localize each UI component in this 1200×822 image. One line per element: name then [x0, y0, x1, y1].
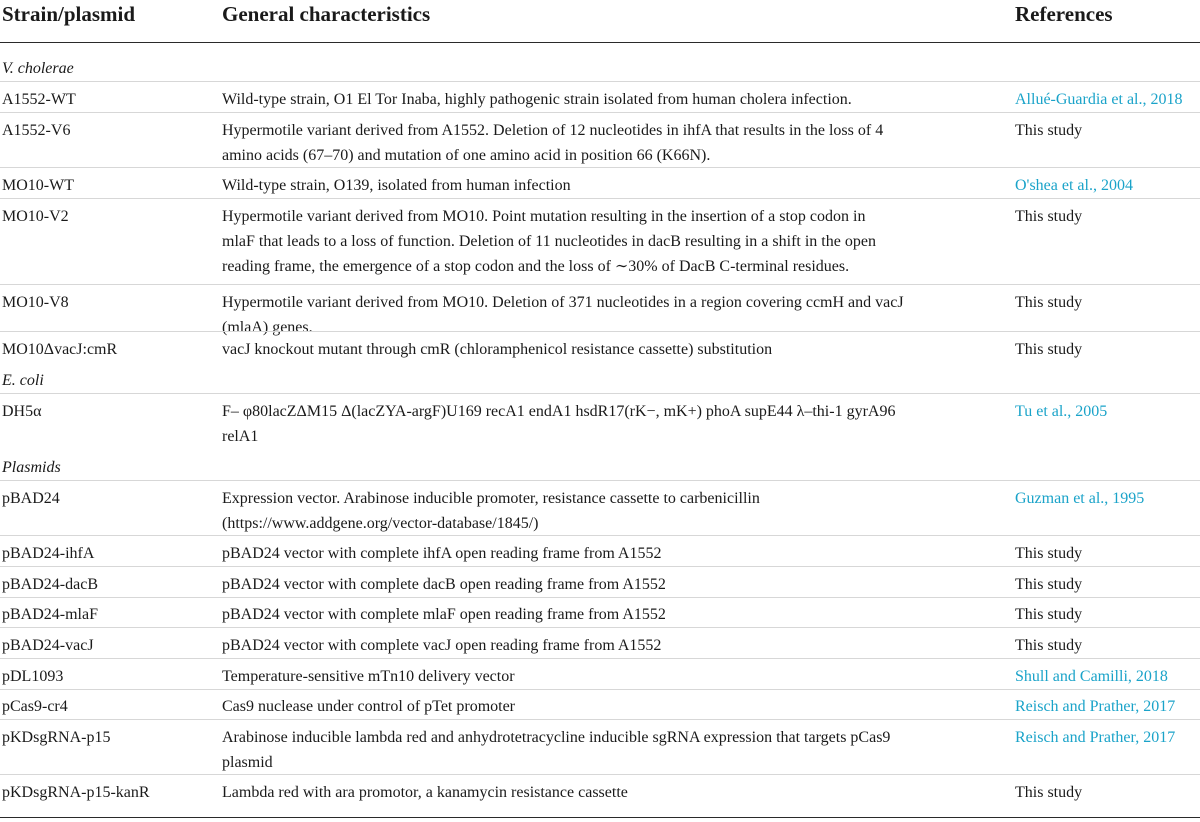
row-separator [0, 112, 1200, 113]
table-bottom-rule [0, 817, 1200, 818]
reference-cell: This study [1015, 576, 1083, 593]
strain-cell: pKDsgRNA-p15-kanR [2, 784, 150, 801]
strain-cell: pDL1093 [2, 668, 64, 685]
characteristics-line: reading frame, the emergence of a stop codon and the loss of ∼30% of DacB C-terminal residues. [222, 258, 850, 275]
row-separator [0, 535, 1200, 536]
characteristics-line: Hypermotile variant derived from A1552. Deletion of 12 nucleotides in ihfA that results in the loss of 4 [222, 122, 884, 139]
characteristics-line: (https://www.addgene.org/vector-database/1845/) [222, 515, 539, 532]
header-strain: Strain/plasmid [2, 2, 136, 26]
characteristics-line: mlaF that leads to a loss of function. Deletion of 11 nucleotides in dacB resulting in a shift in the open [222, 233, 876, 250]
strain-cell: A1552-V6 [2, 122, 71, 139]
strain-cell: MO10-V8 [2, 294, 69, 311]
strain-cell: MO10ΔvacJ:cmR [2, 341, 118, 358]
reference-cell: This study [1015, 208, 1083, 225]
characteristics-line: relA1 [222, 428, 259, 445]
row-separator [0, 689, 1200, 690]
row-separator [0, 597, 1200, 598]
reference-cell: This study [1015, 784, 1083, 801]
reference-link[interactable]: Shull and Camilli, 2018 [1015, 668, 1168, 685]
characteristics-cell [222, 337, 772, 362]
reference-cell: This study [1015, 545, 1083, 562]
row-separator [0, 719, 1200, 720]
row-separator [0, 81, 1200, 82]
characteristics-line: Temperature-sensitive mTn10 delivery vector [222, 668, 515, 685]
characteristics-cell [222, 290, 904, 340]
strain-cell: pBAD24-vacJ [2, 637, 94, 654]
characteristics-cell [222, 780, 628, 805]
characteristics-cell [222, 725, 890, 775]
strain-cell: A1552-WT [2, 91, 76, 108]
characteristics-line: Arabinose inducible lambda red and anhydrotetracycline inducible sgRNA expression that targets pCas9 [222, 729, 891, 746]
strain-cell: pBAD24-mlaF [2, 606, 98, 623]
characteristics-line: vacJ knockout mutant through cmR (chloramphenicol resistance cassette) substitution [222, 341, 773, 358]
row-separator [0, 627, 1200, 628]
row-separator [0, 331, 1200, 332]
characteristics-line: pBAD24 vector with complete ihfA open reading frame from A1552 [222, 545, 662, 562]
characteristics-cell [222, 486, 760, 536]
characteristics-cell [222, 664, 515, 689]
header-references: References [1015, 2, 1113, 26]
characteristics-cell [222, 541, 661, 566]
row-separator [0, 284, 1200, 285]
row-separator [0, 167, 1200, 168]
characteristics-cell [222, 173, 571, 198]
reference-cell: This study [1015, 122, 1083, 139]
reference-link[interactable]: Tu et al., 2005 [1015, 403, 1108, 420]
row-separator [0, 198, 1200, 199]
characteristics-line: pBAD24 vector with complete dacB open reading frame from A1552 [222, 576, 666, 593]
strain-cell: pCas9-cr4 [2, 698, 68, 715]
section-label: E. coli [2, 372, 44, 389]
strain-cell: DH5α [2, 403, 42, 420]
reference-link[interactable]: O'shea et al., 2004 [1015, 177, 1133, 194]
characteristics-line: Wild-type strain, O1 El Tor Inaba, highly pathogenic strain isolated from human cholera infection. [222, 91, 852, 108]
row-separator [0, 566, 1200, 567]
reference-cell: This study [1015, 341, 1083, 358]
characteristics-line: plasmid [222, 754, 273, 771]
strain-cell: pKDsgRNA-p15 [2, 729, 111, 746]
strain-cell: pBAD24 [2, 490, 60, 507]
header-characteristics: General characteristics [222, 2, 431, 26]
strain-cell: pBAD24-dacB [2, 576, 98, 593]
section-label: V. cholerae [2, 60, 74, 77]
reference-cell: This study [1015, 606, 1083, 623]
row-separator [0, 480, 1200, 481]
characteristics-line: Lambda red with ara promotor, a kanamycin resistance cassette [222, 784, 628, 801]
section-label: Plasmids [2, 459, 61, 476]
strain-cell: MO10-WT [2, 177, 74, 194]
characteristics-line: Wild-type strain, O139, isolated from human infection [222, 177, 571, 194]
characteristics-cell [222, 694, 515, 719]
characteristics-cell [222, 204, 876, 279]
characteristics-line: Hypermotile variant derived from MO10. Deletion of 371 nucleotides in a region covering ccmH and vacJ [222, 294, 904, 311]
characteristics-cell [222, 87, 852, 112]
characteristics-line: amino acids (67–70) and mutation of one amino acid in position 66 (K66N). [222, 147, 711, 164]
reference-cell: This study [1015, 637, 1083, 654]
reference-cell: This study [1015, 294, 1083, 311]
reference-link[interactable]: Allué-Guardia et al., 2018 [1015, 91, 1183, 108]
characteristics-cell [222, 572, 666, 597]
characteristics-line: pBAD24 vector with complete mlaF open reading frame from A1552 [222, 606, 666, 623]
characteristics-cell [222, 399, 895, 449]
strain-cell: pBAD24-ihfA [2, 545, 95, 562]
characteristics-line: Hypermotile variant derived from MO10. Point mutation resulting in the insertion of a stop codon in [222, 208, 866, 225]
characteristics-line: F– φ80lacZΔM15 Δ(lacZYA-argF)U169 recA1 endA1 hsdR17(rK−, mK+) phoA supE44 λ–thi-1 gyrA96 [222, 403, 896, 420]
row-separator [0, 658, 1200, 659]
reference-link[interactable]: Reisch and Prather, 2017 [1015, 729, 1176, 746]
characteristics-cell [222, 602, 666, 627]
characteristics-line: Expression vector. Arabinose inducible promoter, resistance cassette to carbenicillin [222, 490, 760, 507]
characteristics-cell [222, 633, 661, 658]
characteristics-line: (mlaA) genes. [222, 319, 313, 336]
characteristics-line: pBAD24 vector with complete vacJ open reading frame from A1552 [222, 637, 662, 654]
table-header [0, 0, 1200, 43]
row-separator [0, 774, 1200, 775]
strain-cell: MO10-V2 [2, 208, 69, 225]
reference-link[interactable]: Guzman et al., 1995 [1015, 490, 1145, 507]
reference-link[interactable]: Reisch and Prather, 2017 [1015, 698, 1176, 715]
characteristics-cell [222, 118, 883, 168]
row-separator [0, 393, 1200, 394]
characteristics-line: Cas9 nuclease under control of pTet promoter [222, 698, 516, 715]
